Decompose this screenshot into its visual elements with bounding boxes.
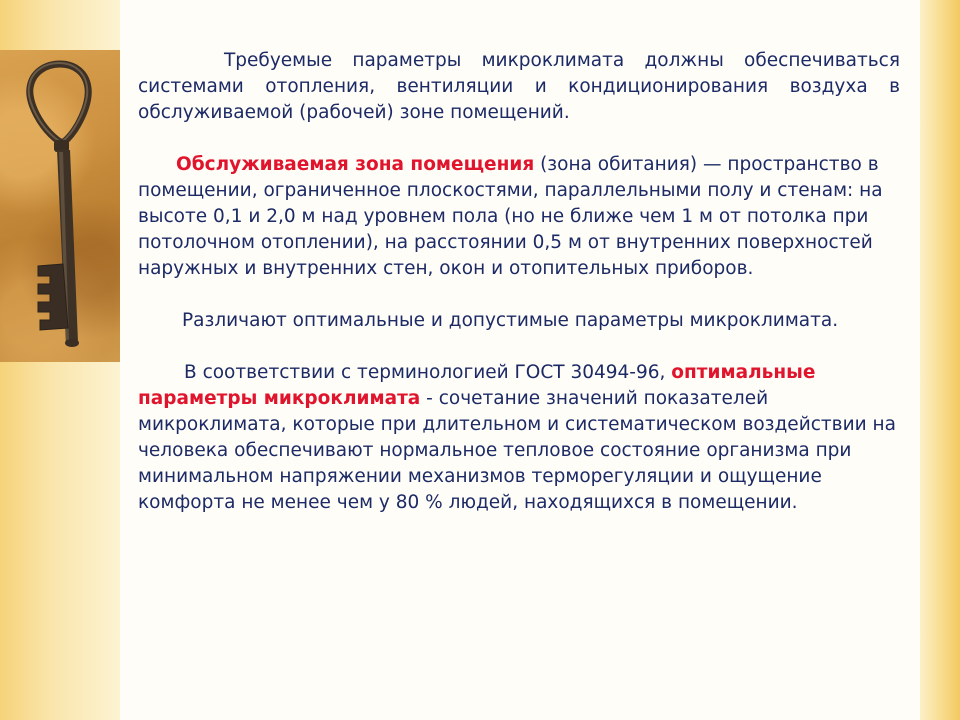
key-icon: [0, 50, 120, 362]
paragraph-service-zone: [138, 152, 900, 282]
gost-reference: В соответствии с терминологией ГОСТ 30494-96,: [184, 362, 672, 383]
slide-body-text: [138, 48, 900, 516]
paragraph-optimal-parameters: [138, 360, 900, 516]
optimal-parameters-definition: - сочетание значений показателей микроклимата, которые при длительном и систематическом воздействии на человека обеспечивают нормальное тепловое состояние организма при минимальном напряжении механизмов терморегуляции и ощущение комфорта не менее чем у 80 % людей, находящихся в помещении.: [138, 388, 896, 513]
term-optimal-parameters: оптимальные параметры микроклимата: [138, 362, 816, 409]
key-photo: [0, 50, 120, 362]
paragraph-requirements: Требуемые параметры микроклимата должны обеспечиваться системами отопления, вентиляции и кондиционирования воздуха в обслуживаемой (рабочей) зоне помещений.: [138, 50, 900, 123]
term-service-zone: Обслуживаемая зона помещения: [176, 154, 535, 175]
service-zone-definition: (зона обитания) — пространство в помещении, ограниченное плоскостями, параллельными полу и стенам: на высоте 0,1 и 2,0 м над уровнем пола (но не ближе чем 1 м от потолка при потолочном отоплении), на расстоянии 0,5 м от внутренних поверхностей наружных и внутренних стен, окон и отопительных приборов.: [138, 154, 883, 279]
right-gradient-background: [920, 0, 960, 720]
paragraph-parameter-types: Различают оптимальные и допустимые параметры микроклимата.: [182, 310, 839, 331]
